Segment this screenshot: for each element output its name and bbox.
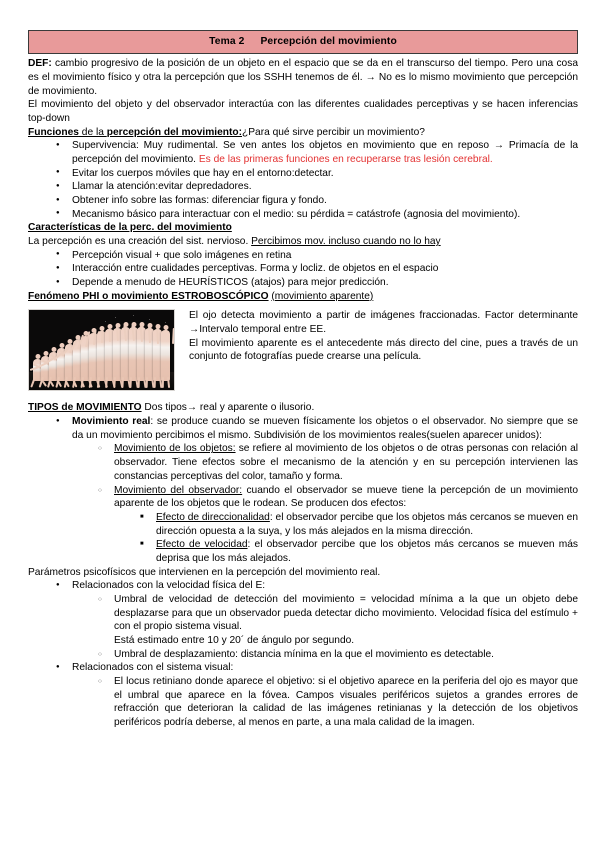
def-text: cambio progresivo de la posición de un objeto en el espacio que se da en el transcurso del tiempo. Pero una cosa es el movimiento físico y otra la percepción que los SSHH tenemos de él. → No es lo mismo movimiento que percepción de movimiento. — [28, 58, 578, 97]
title-tema: Tema 2 — [209, 36, 245, 47]
tipos-heading-tail: Dos tipos→ real y aparente o ilusorio. — [141, 402, 315, 414]
tipos-list — [28, 415, 578, 565]
funciones-list — [28, 139, 578, 221]
funciones-item-0-red: Es de las primeras funciones en recuperarse tras lesión cerebral. — [198, 154, 493, 166]
list-item — [56, 262, 578, 276]
parametros-list — [28, 579, 578, 729]
parametros-group-0-item-1-text: Umbral de desplazamiento: distancia mínima en la que el movimiento es detectable. — [114, 648, 494, 660]
funciones-heading-part2: de la — [78, 126, 107, 138]
list-item — [56, 180, 578, 194]
funciones-item-2-text: Llamar la atención:evitar depredadores. — [72, 181, 252, 193]
efecto-direccionalidad-label: Efecto de direccionalidad — [156, 511, 270, 523]
def-label: DEF: — [28, 58, 52, 70]
parametros-group-0-label: Relacionados con la velocidad física del E: — [72, 580, 266, 592]
caracteristicas-item-1: Interacción entre cualidades perceptivas. Forma y locliz. de objetos en el espacio — [72, 263, 439, 275]
phi-heading — [28, 290, 578, 304]
caracteristicas-heading — [28, 221, 578, 235]
efecto-direccionalidad-text: : el observador percibe que los objetos más cercanos se mueven en dirección opuesta a la suya, y los más alejados en la misma dirección. — [156, 511, 579, 537]
list-item — [56, 194, 578, 208]
list-item — [56, 167, 578, 181]
funciones-heading-tail: ¿Para qué sirve percibir un movimiento? — [242, 126, 425, 138]
caracteristicas-lead — [28, 235, 578, 249]
list-item — [98, 484, 578, 566]
intro-paragraph-2: El movimiento del objeto y del observador interactúa con las diferentes cualidades perceptivas y se hacen inferencias top-down — [28, 99, 578, 125]
efectos-list — [114, 511, 578, 566]
mov-observador-label: Movimiento del observador: — [114, 484, 243, 496]
caracteristicas-item-2: Depende a menudo de HEURÍSTICOS (atajos) para mejor predicción. — [72, 277, 389, 289]
caracteristicas-lead-underlined: Percibimos mov. incluso cuando no lo hay — [251, 236, 441, 248]
mov-objetos-text: se refiere al movimiento de los objetos o de otras personas con relación al observador. Tiene efectos sobre el mecanismo de la atención y en su percepción intervienen las constancias perceptivas del color, tamaño y forma. — [114, 443, 578, 482]
caracteristicas-heading-text: Características de la perc. del movimiento — [28, 222, 232, 234]
title-subject: Percepción del movimiento — [260, 36, 397, 47]
funciones-heading — [28, 126, 578, 140]
parametros-group-1-item-0-text: El locus retiniano donde aparece el objetivo: si el objetivo aparece en la periferia del ojo es mayor que el umbral que aparece en la fóvea. Campos visuales periféricos sujetos a grandes errores de refracción que deterioran la calidad de las imágenes retinianas y la detección de los objetivos periféricos podría deberse, al menos en parte, a una mala calidad de la imagen. — [114, 675, 578, 728]
mov-objetos-label: Movimiento de los objetos: — [114, 443, 236, 455]
funciones-item-3-text: Obtener info sobre las formas: diferenciar figura y fondo. — [72, 195, 327, 207]
list-item — [98, 442, 578, 483]
list-item — [140, 511, 578, 538]
mov-observador-text: cuando el observador se mueve tiene la percepción de un movimiento aparente de los objetos que le rodean. Se producen dos efectos: — [114, 484, 578, 510]
page-title-banner — [28, 30, 578, 54]
list-item — [56, 249, 578, 263]
tipos-heading — [28, 401, 578, 415]
list-item — [56, 661, 578, 729]
funciones-item-4-text: Mecanismo básico para interactuar con el medio: su pérdida = catástrofe (agnosia del movimiento). — [72, 208, 521, 220]
funciones-heading-part3: percepción del movimiento: — [106, 126, 243, 138]
phi-heading-bold: Fenómeno PHI o movimiento ESTROBOSCÓPICO — [28, 290, 269, 302]
phi-heading-normal: (movimiento aparente) — [271, 290, 374, 302]
list-item — [56, 579, 578, 661]
funciones-item-1-text: Evitar los cuerpos móviles que hay en el entorno:detectar. — [72, 167, 334, 179]
caracteristicas-list — [28, 249, 578, 290]
parametros-group-1-label: Relacionados con el sistema visual: — [72, 662, 234, 674]
list-item — [56, 139, 578, 166]
list-item — [56, 276, 578, 290]
list-item — [98, 675, 578, 730]
phi-figure-text-line2: El movimiento aparente es el antecedente más directo del cine, pues a través de un conjunto de fotografías puede crearse una película. — [189, 337, 578, 363]
definition-paragraph — [28, 57, 578, 98]
phi-figure-text — [175, 309, 578, 364]
movimiento-real-sublist — [72, 442, 578, 565]
list-item — [56, 415, 578, 565]
parametros-group-0-item-0-extra: Está estimado entre 10 y 20´ de ángulo por segundo. — [114, 634, 355, 646]
phi-figure-row — [28, 309, 578, 391]
efecto-velocidad-label: Efecto de velocidad — [156, 539, 248, 551]
efecto-velocidad-text: : el observador percibe que los objetos más cercanos se mueven más deprisa que los más alejados. — [156, 539, 578, 564]
parametros-group-1-sublist — [72, 675, 578, 730]
list-item — [56, 208, 578, 222]
list-item — [140, 538, 578, 565]
caracteristicas-item-0: Percepción visual + que solo imágenes en retina — [72, 249, 292, 261]
movimiento-real-text: : se produce cuando se mueven físicamente los objetos o el observador. No siempre que se da un movimiento percibimos el mismo. Subdivisión de los movimientos reales(suelen aparecer unidos): — [72, 416, 578, 441]
tipos-heading-text: TIPOS de MOVIMIENTO — [28, 402, 142, 414]
caracteristicas-lead-plain: La percepción es una creación del sist. nervioso. — [28, 236, 252, 248]
list-item — [98, 593, 578, 648]
funciones-item-0-text: Supervivencia: Muy rudimental. Se ven antes los objetos en movimiento que en reposo → Primacía de la percepción del movimiento. — [72, 140, 578, 166]
parametros-group-0-item-0-text: Umbral de velocidad de detección del movimiento = velocidad mínima a la que un objeto debe desplazarse para que un observador pueda detectar dicho movimiento. Velocidad física del estímulo + con el propio sistema visual. — [114, 593, 578, 633]
parametros-lead: Parámetros psicofísicos que intervienen en la percepción del movimiento real. — [28, 566, 381, 578]
list-item — [98, 648, 578, 662]
phi-figure-text-line1: El ojo detecta movimiento a partir de imágenes fraccionadas. Factor determinante →Intervalo temporal entre EE. — [189, 310, 578, 336]
funciones-heading-part1: Funciones — [28, 126, 79, 138]
stroboscopic-photo-image — [28, 309, 175, 391]
parametros-group-0-sublist — [72, 593, 578, 661]
movimiento-real-label: Movimiento real — [72, 416, 151, 428]
